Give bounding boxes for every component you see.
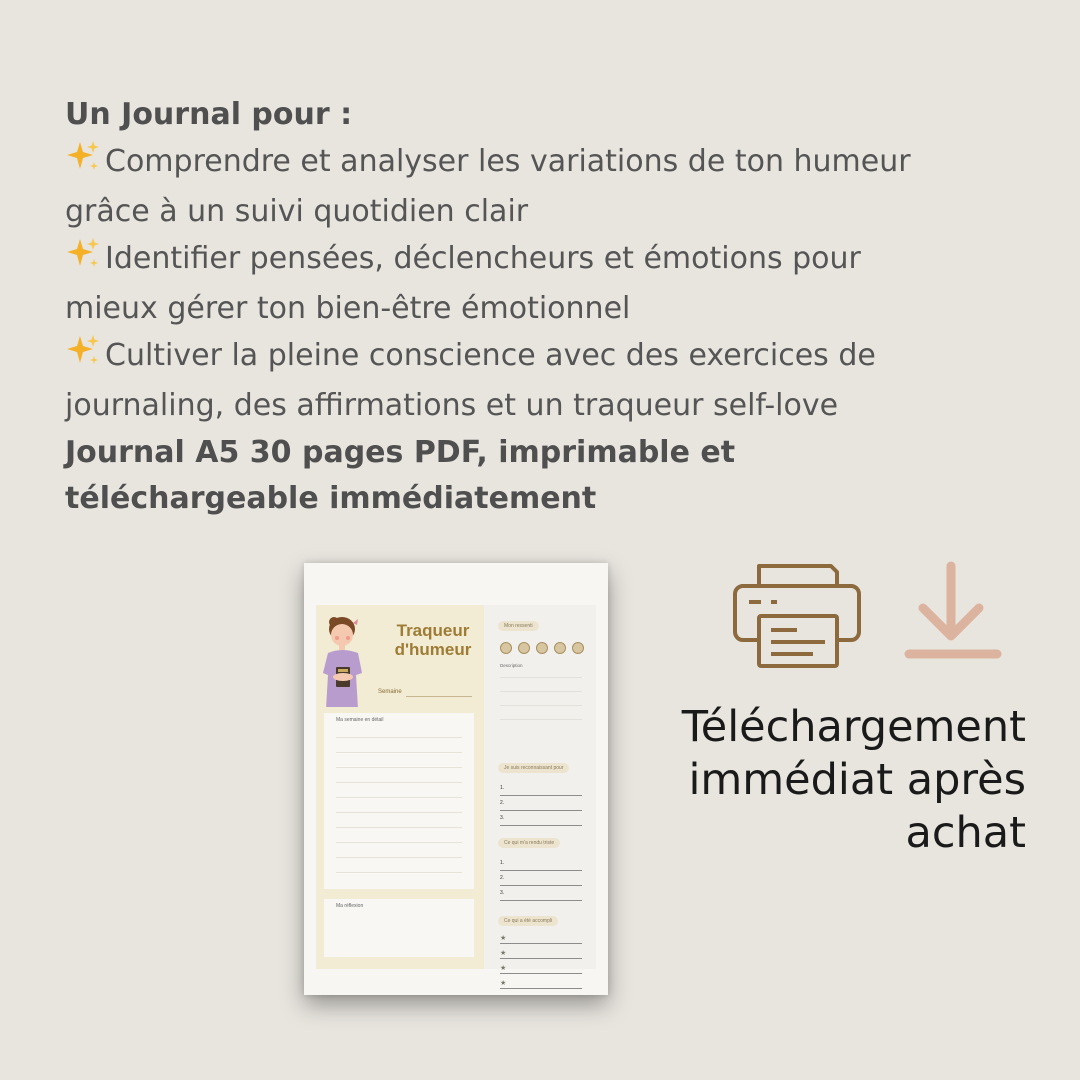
point-3-line-2: journaling, des affirmations et un traqueur self-love <box>65 388 839 423</box>
answer-line <box>500 885 582 886</box>
reflection-box <box>324 899 474 957</box>
writing-line <box>336 752 462 753</box>
week-label: Semaine <box>378 689 402 695</box>
emoji-face-icon <box>554 642 566 654</box>
emoji-face-icon <box>518 642 530 654</box>
page-title: Traqueur d'humeur <box>394 621 472 659</box>
writing-line <box>336 737 462 738</box>
week-detail-box <box>324 713 474 889</box>
writing-line <box>336 827 462 828</box>
page-header <box>316 605 484 707</box>
feeling-label: Mon ressenti <box>498 621 539 631</box>
answer-line <box>500 988 582 989</box>
item-number: 3. <box>500 815 505 821</box>
left-column <box>316 707 484 969</box>
intro-heading: Un Journal pour : <box>65 97 353 132</box>
writing-line <box>336 842 462 843</box>
format-line-1: Journal A5 30 pages PDF, imprimable et <box>65 434 736 470</box>
girl-illustration <box>320 613 382 709</box>
answer-line <box>500 900 582 901</box>
writing-line <box>500 705 582 706</box>
week-line <box>406 696 472 697</box>
star-icon: ★ <box>500 965 507 972</box>
answer-line <box>500 795 582 796</box>
accomplished-label: Ce qui a été accompli <box>498 916 558 926</box>
grateful-label: Je suis reconnaissant pour <box>498 763 569 773</box>
answer-line <box>500 810 582 811</box>
sparkles-icon <box>65 139 105 190</box>
week-detail-label: Ma semaine en détail <box>336 717 384 723</box>
writing-line <box>336 872 462 873</box>
point-3-line-1: Cultiver la pleine conscience avec des exercices de <box>65 333 1025 384</box>
download-icons <box>733 560 1003 670</box>
point-2-line-1: Identifier pensées, déclencheurs et émotions pour <box>65 236 1025 287</box>
right-column <box>484 605 596 987</box>
download-arrow-icon <box>909 566 997 654</box>
item-number: 1. <box>500 860 505 866</box>
intro-text <box>65 92 1025 523</box>
writing-line <box>336 857 462 858</box>
journal-page-preview <box>304 563 608 995</box>
star-icon: ★ <box>500 980 507 987</box>
printer-icon <box>735 566 859 666</box>
writing-line <box>500 677 582 678</box>
answer-line <box>500 825 582 826</box>
emoji-face-icon <box>500 642 512 654</box>
answer-line <box>500 973 582 974</box>
answer-line <box>500 958 582 959</box>
sparkles-icon <box>65 236 105 287</box>
description-label: Description <box>500 663 523 668</box>
sad-label: Ce qui m'a rendu triste <box>498 838 560 848</box>
writing-line <box>500 691 582 692</box>
answer-line <box>500 870 582 871</box>
writing-line <box>336 812 462 813</box>
answer-line <box>500 943 582 944</box>
item-number: 3. <box>500 890 505 896</box>
item-number: 2. <box>500 800 505 806</box>
writing-line <box>336 782 462 783</box>
format-line-2: téléchargeable immédiatement <box>65 481 597 516</box>
writing-line <box>336 797 462 798</box>
emoji-face-icon <box>536 642 548 654</box>
star-icon: ★ <box>500 935 507 942</box>
point-1-line-1: Comprendre et analyser les variations de ton humeur <box>65 139 1025 190</box>
sparkles-icon <box>65 333 105 384</box>
reflection-label: Ma réflexion <box>336 903 364 909</box>
point-1-line-2: grâce à un suivi quotidien clair <box>65 194 529 229</box>
writing-line <box>500 719 582 720</box>
emoji-face-icon <box>572 642 584 654</box>
point-2-line-2: mieux gérer ton bien-être émotionnel <box>65 291 631 326</box>
item-number: 2. <box>500 875 505 881</box>
writing-line <box>336 767 462 768</box>
item-number: 1. <box>500 785 505 791</box>
instant-download-text: Téléchargement immédiat après achat <box>681 702 1026 858</box>
star-icon: ★ <box>500 950 507 957</box>
